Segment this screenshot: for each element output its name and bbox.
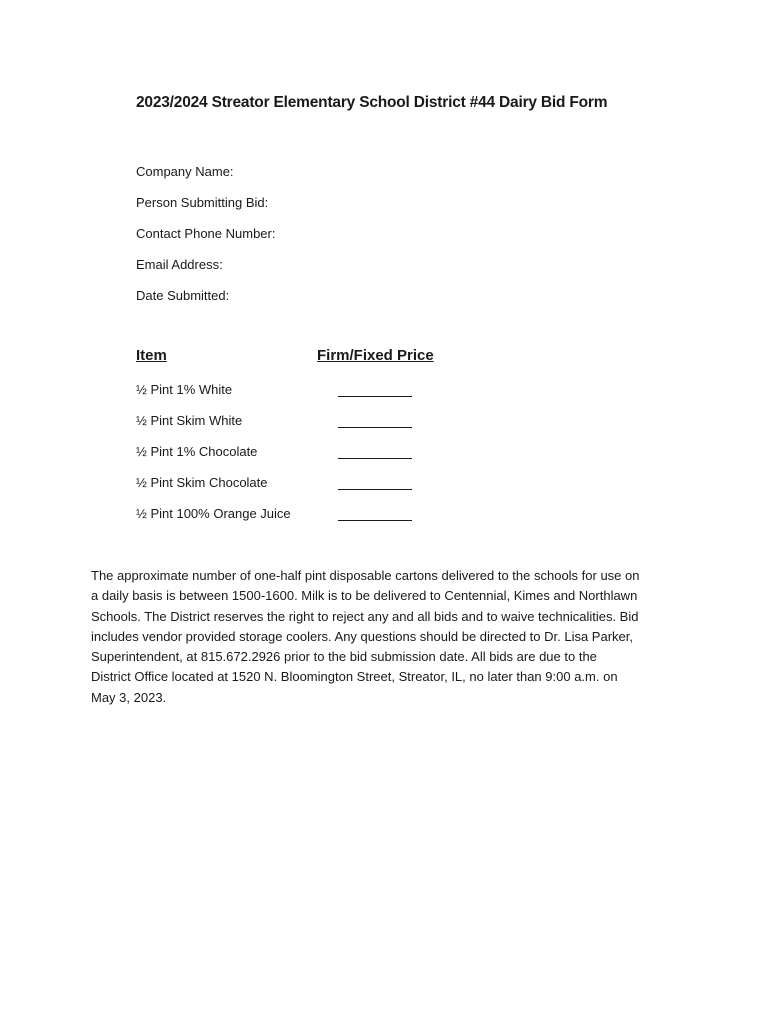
paragraph-line: a daily basis is between 1500-1600. Milk is to be delivered to Centennial, Kimes and Northlawn	[91, 588, 638, 604]
price-blank-line	[338, 489, 412, 490]
paragraph-line: Schools. The District reserves the right to reject any and all bids and to waive technicalities. Bid	[91, 608, 639, 624]
bid-item-row	[136, 474, 426, 505]
date-submitted-label: Date Submitted:	[136, 288, 230, 303]
item-label: ½ Pint 100% Orange Juice	[136, 506, 291, 521]
price-column-header: Firm/Fixed Price	[317, 347, 434, 364]
bid-item-row	[136, 412, 426, 443]
item-label: ½ Pint 1% Chocolate	[136, 444, 258, 459]
contact-phone-label: Contact Phone Number:	[136, 226, 276, 241]
bid-item-row	[136, 443, 426, 474]
price-blank-line	[338, 458, 412, 459]
paragraph-line: District Office located at 1520 N. Bloomington Street, Streator, IL, no later than 9:00 a.m. on	[91, 669, 618, 685]
item-label: ½ Pint Skim Chocolate	[136, 475, 268, 490]
price-blank-line	[338, 396, 412, 397]
paragraph-line: Superintendent, at 815.672.2926 prior to the bid submission date. All bids are due to the	[91, 649, 597, 665]
paragraph-line: May 3, 2023.	[91, 689, 167, 705]
bid-item-row	[136, 381, 426, 412]
paragraph-line: includes vendor provided storage coolers. Any questions should be directed to Dr. Lisa Parker,	[91, 628, 633, 644]
form-title: 2023/2024 Streator Elementary School District #44 Dairy Bid Form	[136, 94, 608, 111]
company-name-label: Company Name:	[136, 164, 234, 179]
item-column-header: Item	[136, 347, 167, 364]
price-blank-line	[338, 427, 412, 428]
email-address-label: Email Address:	[136, 257, 223, 272]
bid-item-row	[136, 505, 426, 536]
paragraph-line: The approximate number of one-half pint disposable cartons delivered to the schools for use on	[91, 568, 640, 583]
price-blank-line	[338, 520, 412, 521]
item-label: ½ Pint 1% White	[136, 382, 233, 397]
company-info-fields	[136, 163, 275, 318]
bid-instructions-paragraph	[91, 566, 691, 708]
item-label: ½ Pint Skim White	[136, 413, 243, 428]
bid-items-list	[136, 381, 426, 536]
person-submitting-label: Person Submitting Bid:	[136, 195, 269, 210]
